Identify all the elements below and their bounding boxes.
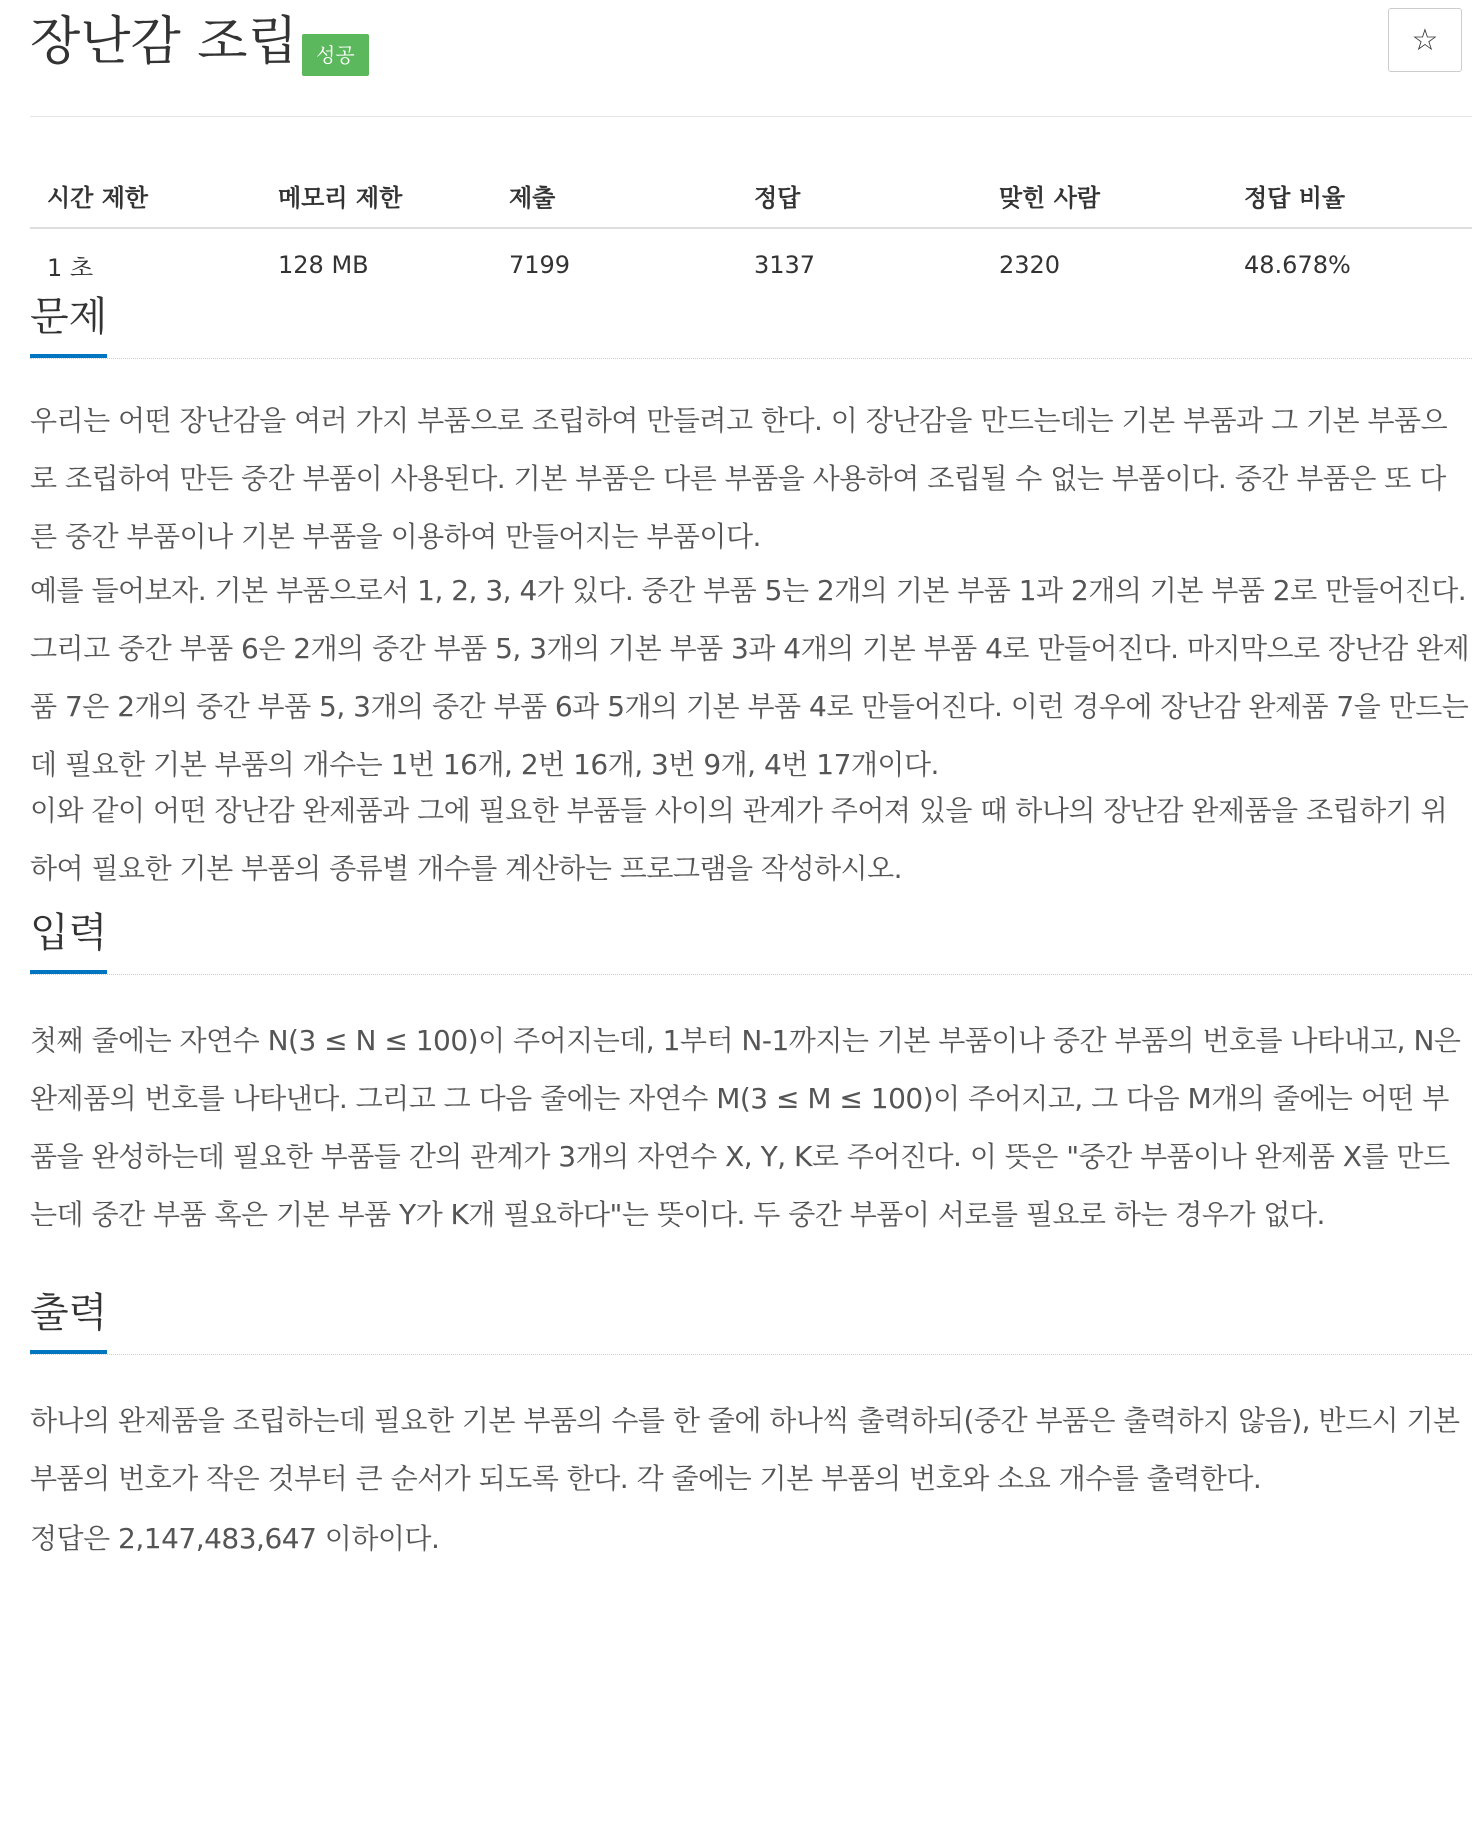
output-paragraph: 하나의 완제품을 조립하는데 필요한 기본 부품의 수를 한 줄에 하나씩 출력하되(중간 부품은 출력하지 않음), 반드시 기본 부품의 번호가 작은 것부터 큰 순서가 되도록 한다. 각 줄에는 기본 부품의 번호와 소요 개수를 출력한다. — [30, 1404, 1460, 1495]
accepted-header: 정답 — [737, 163, 982, 228]
info-header-row — [30, 163, 1472, 228]
description-paragraph: 우리는 어떤 장난감을 여러 가지 부품으로 조립하여 만들려고 한다. 이 장난감을 만드는데는 기본 부품과 그 기본 부품으로 조립하여 만든 중간 부품이 사용된다. 기본 부품은 다른 부품을 사용하여 조립될 수 없는 부품이다. 중간 부품은 또 다른 중간 부품이나 기본 부품을 이용하여 만들어지는 부품이다. — [30, 404, 1448, 553]
submissions-header: 제출 — [492, 163, 737, 228]
memory-limit-header: 메모리 제한 — [261, 163, 492, 228]
input-section-title: 입력 — [30, 902, 107, 974]
accept-ratio-value: 48.678% — [1244, 251, 1351, 279]
time-limit-value: 1 초 — [47, 253, 94, 282]
input-paragraph: 첫째 줄에는 자연수 N(3 ≤ N ≤ 100)이 주어지는데, 1부터 N-1까지는 기본 부품이나 중간 부품의 번호를 나타내고, N은 완제품의 번호를 나타낸다. 그리고 그 다음 줄에는 자연수 M(3 ≤ M ≤ 100)이 주어지고, 그 다음 M개의 줄에는 어떤 부품을 완성하는데 필요한 부품들 간의 관계가 3개의 자연수 X, Y, K로 주어진다. 이 뜻은 "중간 부품이나 완제품 X를 만드는데 중간 부품 혹은 기본 부품 Y가 K개 필요하다"는 뜻이다. 두 중간 부품이 서로를 필요로 하는 경우가 없다. — [30, 1024, 1461, 1231]
problem-page — [30, 0, 1472, 1555]
description-paragraph: 예를 들어보자. 기본 부품으로서 1, 2, 3, 4가 있다. 중간 부품 5는 2개의 기본 부품 1과 2개의 기본 부품 2로 만들어진다. 그리고 중간 부품 6은 2개의 중간 부품 5, 3개의 기본 부품 3과 4개의 기본 부품 4로 만들어진다. 마지막으로 장난감 완제품 7은 2개의 중간 부품 5, 3개의 중간 부품 6과 5개의 기본 부품 4로 만들어진다. 이런 경우에 장난감 완제품 7을 만드는데 필요한 기본 부품의 개수는 1번 16개, 2번 16개, 3번 9개, 4번 17개이다. — [30, 574, 1470, 781]
problem-info-table — [30, 163, 1472, 301]
output-paragraph: 정답은 2,147,483,647 이하이다. — [30, 1522, 440, 1555]
description-section-title: 문제 — [30, 286, 107, 358]
output-section-title: 출력 — [30, 1282, 107, 1354]
star-icon: ☆ — [1411, 24, 1439, 57]
problem-header — [30, 0, 1472, 117]
solved-users-header: 맞힌 사람 — [982, 163, 1227, 228]
solved-users-value: 2320 — [999, 251, 1061, 279]
description-paragraph: 이와 같이 어떤 장난감 완제품과 그에 필요한 부품들 사이의 관계가 주어져 있을 때 하나의 장난감 완제품을 조립하기 위하여 필요한 기본 부품의 종류별 개수를 계산하는 프로그램을 작성하시오. — [30, 794, 1448, 885]
output-section-header — [30, 1282, 1472, 1355]
description-section-header — [30, 286, 1472, 359]
page-title: 장난감 조립 — [30, 12, 298, 72]
input-section-header — [30, 902, 1472, 975]
accept-ratio-header: 정답 비율 — [1227, 163, 1472, 228]
status-badge: 성공 — [302, 34, 369, 76]
favorite-star-button[interactable] — [1388, 8, 1462, 72]
memory-limit-value: 128 MB — [278, 251, 369, 279]
time-limit-header: 시간 제한 — [30, 163, 261, 228]
accepted-value: 3137 — [754, 251, 816, 279]
submissions-value: 7199 — [509, 251, 571, 279]
